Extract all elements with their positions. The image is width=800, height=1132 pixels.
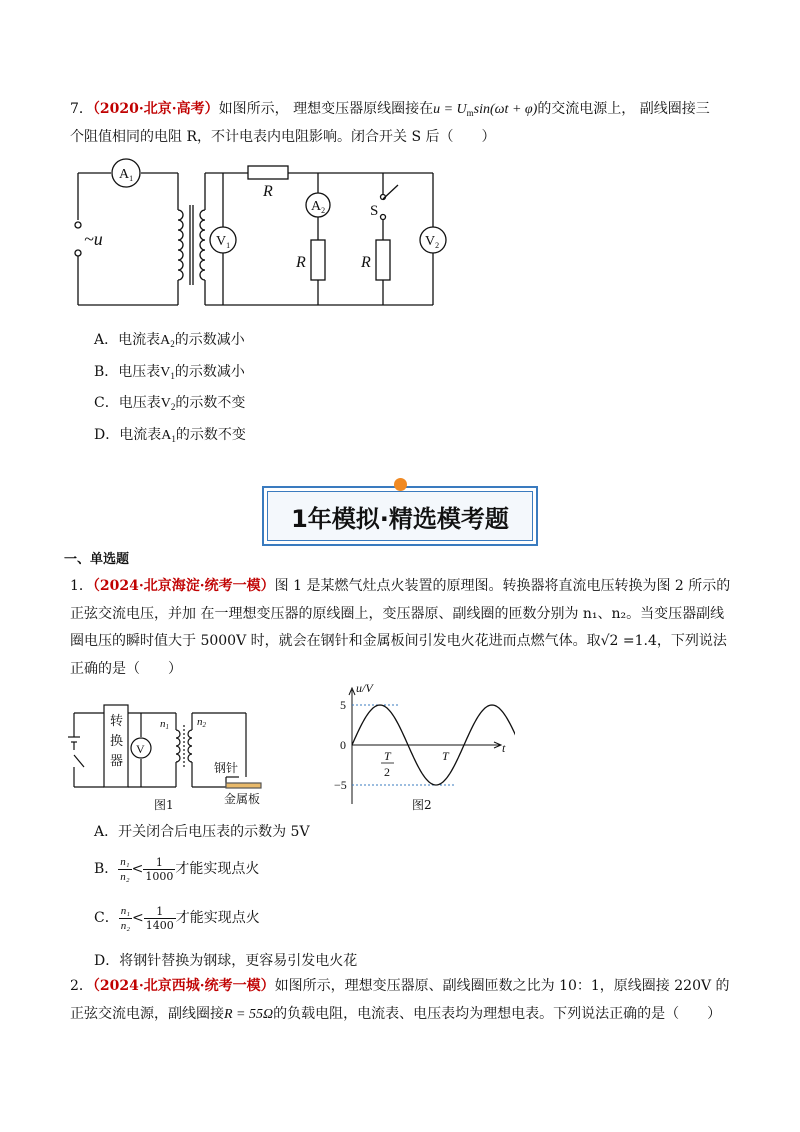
fig1-n1-label: n1 (160, 718, 169, 731)
section-title: 一、单选题 (64, 552, 130, 567)
q1-line2: 正弦交流电压，并加 在一理想变压器的原线圈上，变压器原、副线圈的匝数分别为 n₁、n₂。当变压器副线 (70, 606, 725, 622)
q1-option-d[interactable]: D．将钢针替换为钢球，更容易引发电火花 (94, 953, 358, 969)
q1-option-b[interactable]: B． $\frac{\text{n₁}}{\text{n₂}}$ < $\frac{1}{1000}$ 才能实现点火 (94, 855, 260, 883)
converter-char-1: 转 (110, 713, 124, 728)
q7-option-c[interactable]: C．电压表$V_2$的示数不变 (94, 395, 246, 412)
fig2-tick-neg5: −5 (334, 778, 347, 792)
q1-line4: 正确的是（ ） (70, 661, 182, 677)
fig2-ylabel: u/V (356, 681, 373, 695)
q7-line1 (70, 99, 710, 123)
fig2-half-period-den: 2 (384, 765, 390, 779)
q2-line1: 2．（2024·北京西城·统考一模）如图所示，理想变压器原、副线圈匝数之比为 10：1，原线圈接 220V 的 (70, 978, 730, 994)
fig1-needle-label: 钢针 (214, 761, 239, 775)
q7-option-a[interactable]: A．电流表$A_2$的示数减小 (94, 332, 245, 349)
q1-number: 1． (70, 578, 93, 594)
q1-line1: 1．（2024·北京海淀·统考一模）图 1 是某燃气灶点火装置的原理图。转换器将直流电压转换为图 2 所示的 (70, 578, 731, 594)
q1-figure1-circuit (66, 695, 281, 810)
fig1-plate-label: 金属板 (224, 792, 261, 806)
converter-char-3: 器 (110, 753, 124, 768)
fig2-tick-5: 5 (340, 698, 346, 712)
q1-option-c[interactable]: C． $\frac{\text{n₁}}{\text{n₂}}$ < $\frac{1}{1400}$ 才能实现点火 (94, 904, 260, 932)
q1-line3: 圈电压的瞬时值大于 5000V 时，就会在钢针和金属板间引发电火花进而点燃气体。取√2 =1.4，下列说法 (70, 633, 727, 649)
q1-figure2-chart (330, 680, 515, 810)
q7-circuit-diagram (68, 155, 448, 310)
section-banner (262, 486, 538, 546)
switch-label: S (370, 203, 379, 219)
fig1-caption: 图1 (154, 798, 174, 812)
banner-title: 1年模拟·精选模考题 (267, 491, 533, 541)
q7-option-d[interactable]: D．电流表$A_1$的示数不变 (94, 427, 246, 444)
resistor-mid-label: R (296, 254, 306, 271)
fig2-caption: 图2 (412, 798, 432, 812)
q2-formula: R = 55Ω (224, 1007, 274, 1022)
fig1-n2-label: n2 (197, 716, 206, 729)
meter-a1-label: $A_1$ (119, 167, 134, 183)
fig2-period-label: T (442, 749, 449, 763)
q7-line2: 个阻值相同的电阻 R，不计电表内电阻影响。闭合开关 S 后（ ） (70, 129, 496, 145)
source-label: ~u (84, 229, 103, 249)
meter-a2-label: $A_2$ (311, 199, 326, 215)
fig2-tick-0: 0 (340, 738, 346, 752)
meter-v2-label: $V_2$ (425, 234, 440, 250)
fig2-xlabel: t (502, 741, 506, 755)
q7-source: （2020·北京·高考） (92, 101, 219, 117)
converter-char-2: 换 (110, 733, 124, 748)
meter-v1-label: $V_1$ (216, 234, 231, 250)
q1-option-a[interactable]: A．开关闭合后电压表的示数为 5V (94, 824, 310, 840)
q2-source: （2024·北京西城·统考一模） (92, 978, 275, 994)
q7-text: 如图所示， 理想变压器原线圈接在 (218, 101, 434, 117)
q1-source: （2024·北京海淀·统考一模） (92, 578, 275, 594)
resistor-top-label: R (263, 183, 273, 200)
fig1-voltmeter-label: V (136, 742, 145, 756)
q7-text-cont: 的交流电源上， 副线圈接三 (537, 101, 710, 117)
q2-number: 2． (70, 978, 93, 994)
resistor-right-label: R (361, 254, 371, 271)
q7-number: 7． (70, 101, 93, 117)
q2-line2: 正弦交流电源，副线圈接R = 55Ω的负载电阻，电流表、电压表均为理想电表。下列说法正确的是（ ） (70, 1006, 722, 1022)
q7-formula: $u = U_m\sin(\omega t + \varphi)$ (433, 102, 538, 118)
fig2-half-period-num: T (384, 749, 391, 763)
q7-option-b[interactable]: B．电压表$V_1$的示数减小 (94, 364, 245, 381)
banner-dot-icon (394, 478, 407, 491)
